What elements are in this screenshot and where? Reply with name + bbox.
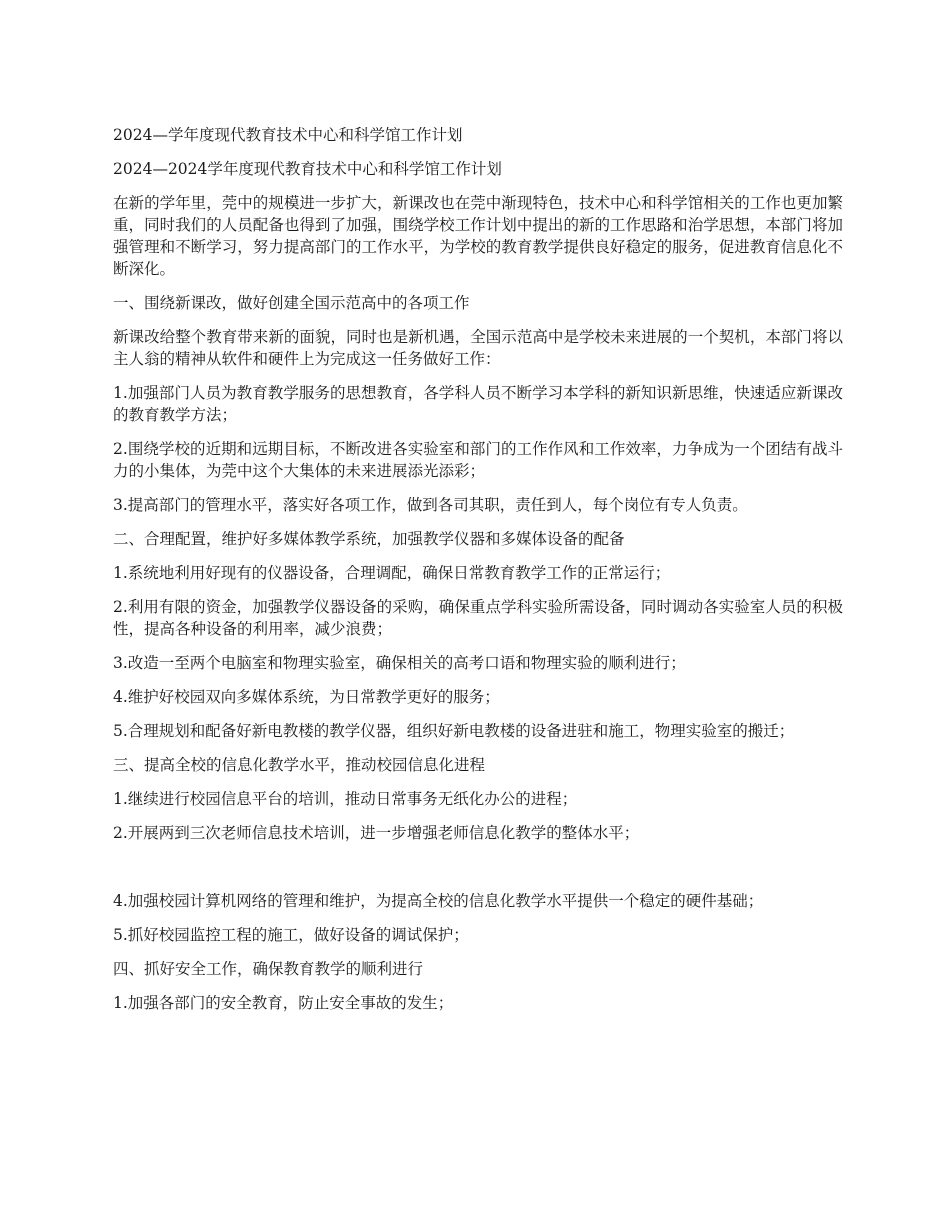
section-heading-4: 四、抓好安全工作，确保教育教学的顺利进行: [113, 960, 424, 978]
list-item: 1.加强各部门的安全教育，防止安全事故的发生；: [113, 994, 454, 1012]
list-item: 4.维护好校园双向多媒体系统，为日常教学更好的服务；: [113, 688, 500, 706]
list-item: 1.系统地利用好现有的仪器设备，合理调配，确保日常教育教学工作的正常运行；: [113, 564, 671, 582]
list-item: 4.加强校园计算机网络的管理和维护，为提高全校的信息化教学水平提供一个稳定的硬件基础；: [113, 892, 764, 910]
document-page: [113, 124, 843, 1026]
list-item: 5.合理规划和配备好新电教楼的教学仪器，组织好新电教楼的设备进驻和施工，物理实验室的搬迁；: [113, 722, 795, 740]
section-heading-1: 一、围绕新课改，做好创建全国示范高中的各项工作: [113, 294, 470, 312]
document-title: 2024—学年度现代教育技术中心和科学馆工作计划: [113, 126, 463, 144]
list-item: 3.提高部门的管理水平，落实好各项工作，做到各司其职，责任到人，每个岗位有专人负责。: [113, 496, 748, 514]
body-paragraph: 新课改给整个教育带来新的面貌，同时也是新机遇，全国示范高中是学校未来进展的一个契机，本部门将以主人翁的精神从软件和硬件上为完成这一任务做好工作：: [113, 328, 843, 368]
list-item: 2.利用有限的资金，加强教学仪器设备的采购，确保重点学科实验所需设备，同时调动各实验室人员的积极性，提高各种设备的利用率，减少浪费；: [113, 598, 843, 638]
section-heading-3: 三、提高全校的信息化教学水平，推动校园信息化进程: [113, 756, 486, 774]
list-item: 5.抓好校园监控工程的施工，做好设备的调试保护；: [113, 926, 469, 944]
document-subtitle: 2024—2024学年度现代教育技术中心和科学馆工作计划: [113, 160, 502, 178]
blank-line: [113, 856, 843, 878]
intro-paragraph: 在新的学年里，莞中的规模进一步扩大，新课改也在莞中渐现特色，技术中心和科学馆相关的工作也更加繁重，同时我们的人员配备也得到了加强，围绕学校工作计划中提出的新的工作思路和治学思想，本部门将加强管理和不断学习，努力提高部门的工作水平，为学校的教育教学提供良好稳定的服务，促进教育信息化不断深化。: [113, 194, 843, 278]
section-heading-2: 二、合理配置，维护好多媒体教学系统，加强教学仪器和多媒体设备的配备: [113, 530, 625, 548]
list-item: 1.继续进行校园信息平台的培训，推动日常事务无纸化办公的进程；: [113, 790, 578, 808]
list-item: 3.改造一至两个电脑室和物理实验室，确保相关的高考口语和物理实验的顺利进行；: [113, 654, 686, 672]
list-item: 1.加强部门人员为教育教学服务的思想教育，各学科人员不断学习本学科的新知识新思维，快速适应新课改的教育教学方法；: [113, 384, 843, 424]
list-item: 2.围绕学校的近期和远期目标，不断改进各实验室和部门的工作作风和工作效率，力争成为一个团结有战斗力的小集体，为莞中这个大集体的未来进展添光添彩；: [113, 440, 843, 480]
list-item: 2.开展两到三次老师信息技术培训，进一步增强老师信息化教学的整体水平；: [113, 824, 640, 842]
